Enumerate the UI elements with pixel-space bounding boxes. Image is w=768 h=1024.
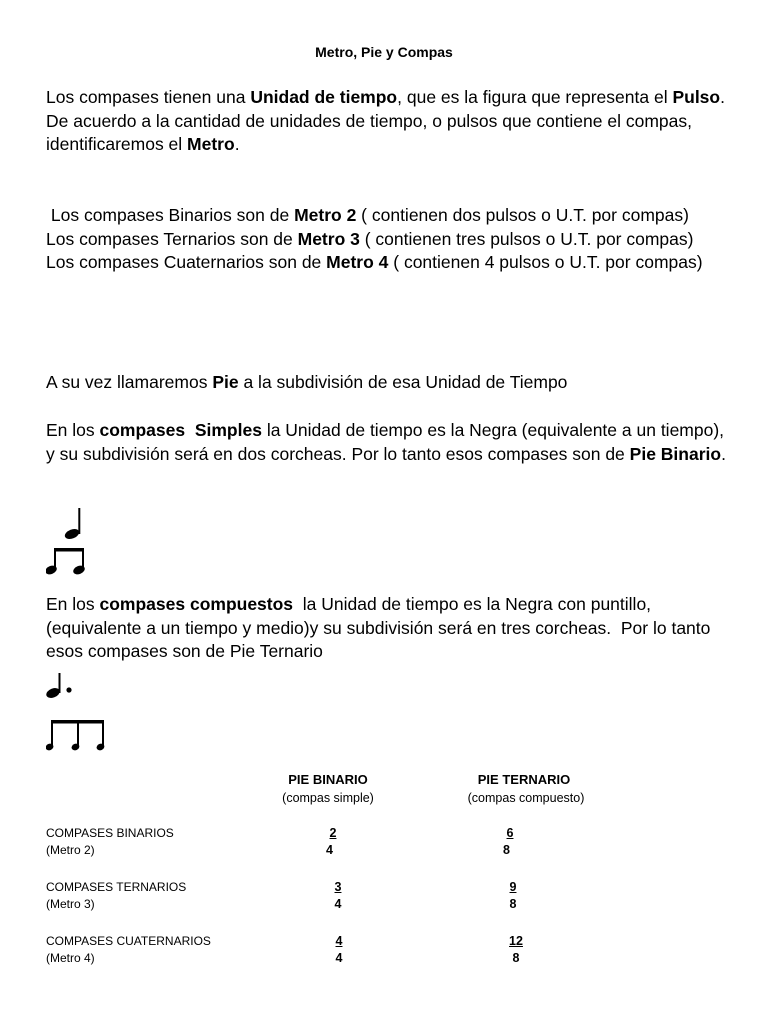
row-metro: (Metro 2): [46, 843, 95, 857]
text: Los compases tienen una: [46, 87, 251, 107]
row-metro: (Metro 3): [46, 897, 95, 911]
row-label: COMPASES BINARIOS: [46, 826, 174, 840]
col-subheader-compas-simple: (compas simple): [282, 791, 374, 805]
col-header-pie-ternario: PIE TERNARIO: [477, 772, 571, 787]
bold-term: Metro: [187, 134, 235, 154]
paragraph-compases-simples: [46, 419, 736, 466]
table-row-label-cuaternarios: [46, 933, 211, 967]
text: ( contienen tres pulsos o U.T. por compas): [359, 228, 694, 249]
paragraph-compases-compuestos: [46, 593, 736, 664]
text: .: [721, 443, 726, 464]
text: De acuerdo a la cantidad de unidades de tiempo, o pulsos que contiene el compas, identificaremos el: [46, 110, 692, 154]
text: .: [720, 87, 725, 107]
bold-term: Metro 4: [326, 252, 389, 272]
three-beamed-eighth-notes-icon: [46, 718, 106, 752]
time-signature-12-8: [496, 933, 536, 967]
time-signature-numerator: 3: [334, 880, 342, 894]
text: Los compases Cuaternarios son de: [46, 252, 327, 272]
text: .: [234, 134, 240, 154]
text: la Unidad de tiempo es la Negra (equivalente a un tiempo), y su subdivisión será en dos corcheas. Por lo tanto esos compases son de: [46, 420, 725, 464]
bold-term: Pie: [212, 372, 239, 392]
row-label: COMPASES TERNARIOS: [46, 880, 187, 894]
text: Los compases Ternarios son de: [46, 228, 298, 249]
row-metro: (Metro 4): [46, 951, 95, 965]
two-beamed-eighth-notes-icon: [46, 546, 90, 576]
time-signature-denominator: 4: [335, 951, 343, 965]
paragraph-pie: [46, 371, 736, 395]
text: ( contienen dos pulsos o U.T. por compas): [356, 205, 689, 225]
time-signature-numerator: 12: [509, 934, 523, 948]
text: la Unidad de tiempo es la Negra con puntillo, (equivalente a un tiempo y medio)y su subdivisión será en tres corcheas. Por lo tanto esos compases son de Pie Ternario: [46, 594, 716, 661]
bold-term: compases Simples: [99, 420, 262, 440]
bold-term: Unidad de tiempo: [250, 87, 398, 107]
time-signature-6-8: [490, 825, 530, 859]
text: ( contienen 4 pulsos o U.T. por compas): [388, 252, 703, 272]
text: Los compases Binarios son de: [46, 205, 295, 225]
time-signature-denominator: 8: [512, 951, 520, 965]
time-signature-numerator: 4: [335, 934, 343, 948]
paragraph-unidad-de-tiempo: [46, 86, 736, 157]
col-subheader-compas-compuesto: (compas compuesto): [467, 791, 585, 805]
time-signature-3-4: [318, 879, 358, 913]
text: , que es la figura que representa el: [397, 87, 673, 107]
table-row-label-ternarios: [46, 879, 186, 913]
paragraph-metros: [46, 204, 736, 275]
time-signature-4-4: [319, 933, 359, 967]
dotted-quarter-note-icon: [46, 672, 80, 700]
time-signature-numerator: 6: [506, 826, 514, 840]
time-signature-9-8: [493, 879, 533, 913]
bold-term: compases compuestos: [99, 594, 294, 614]
page-title: Metro, Pie y Compas: [315, 44, 453, 60]
bold-term: Metro 2: [294, 205, 357, 225]
time-signature-denominator: 4: [334, 897, 342, 911]
quarter-note-icon: [62, 506, 86, 540]
table-row-label-binarios: [46, 825, 174, 859]
time-signature-denominator: 8: [503, 843, 510, 857]
text: En los: [46, 420, 100, 440]
time-signature-numerator: 2: [329, 826, 337, 840]
bold-term: Metro 3: [297, 228, 360, 249]
text: a la subdivisión de esa Unidad de Tiempo: [238, 372, 568, 392]
bold-term: Pulso: [672, 87, 721, 107]
text: A su vez llamaremos: [46, 372, 213, 392]
time-signature-2-4: [313, 825, 353, 859]
time-signature-denominator: 4: [326, 843, 333, 857]
time-signature-denominator: 8: [509, 897, 517, 911]
bold-term: Pie Binario: [629, 443, 722, 464]
time-signature-numerator: 9: [509, 880, 517, 894]
col-header-pie-binario: PIE BINARIO: [288, 772, 368, 787]
row-label: COMPASES CUATERNARIOS: [46, 934, 211, 948]
text: En los: [46, 594, 100, 614]
